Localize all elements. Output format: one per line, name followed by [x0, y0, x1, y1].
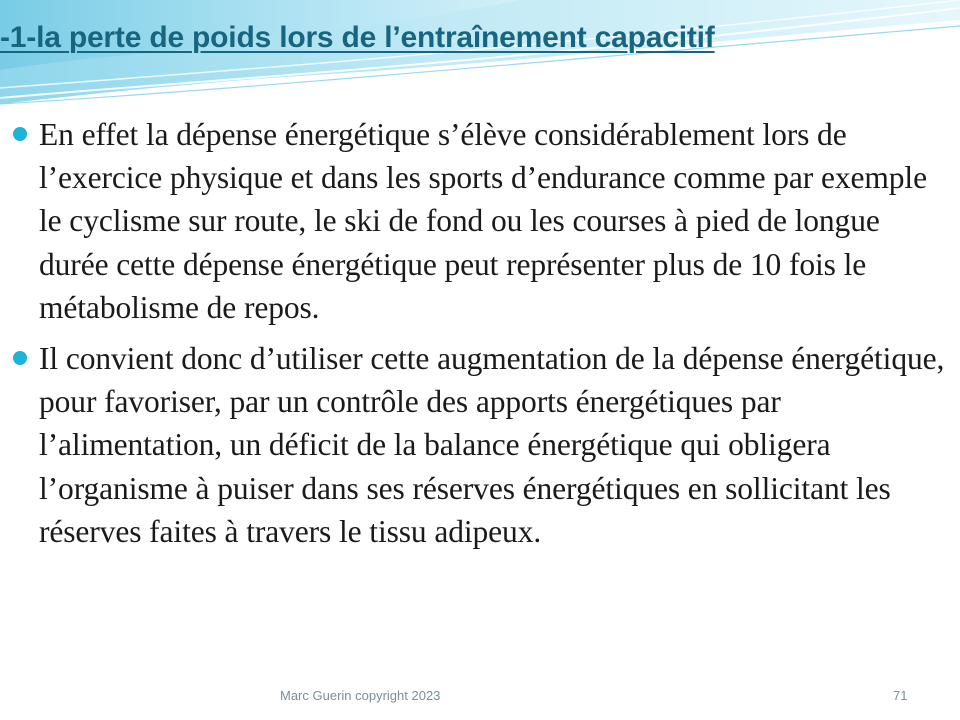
bullet-item: [0, 113, 960, 329]
bullet-item: [0, 337, 960, 553]
slide-number: 71: [893, 688, 908, 703]
slide-title: -1-la perte de poids lors de l’entraînement capacitif: [0, 21, 715, 54]
bullet-text: En effet la dépense énergétique s’élève considérablement lors de l’exercice physique et dans les sports d’endurance comme par exemple le cyclisme sur route, le ski de fond ou les courses à pied de longue durée cette dépense énergétique peut représenter plus de 10 fois le métabolisme de repos.: [39, 117, 927, 325]
bullet-list: [0, 113, 960, 561]
bullet-dot-icon: [13, 351, 27, 365]
footer-copyright: Marc Guerin copyright 2023: [280, 688, 441, 703]
bullet-dot-icon: [13, 127, 27, 141]
bullet-text: Il convient donc d’utiliser cette augmentation de la dépense énergétique, pour favoriser, par un contrôle des apports énergétiques par l’alimentation, un déficit de la balance énergétique qui obligera l’organisme à puiser dans ses réserves énergétiques en sollicitant les réserves faites à travers le tissu adipeux.: [39, 341, 945, 549]
